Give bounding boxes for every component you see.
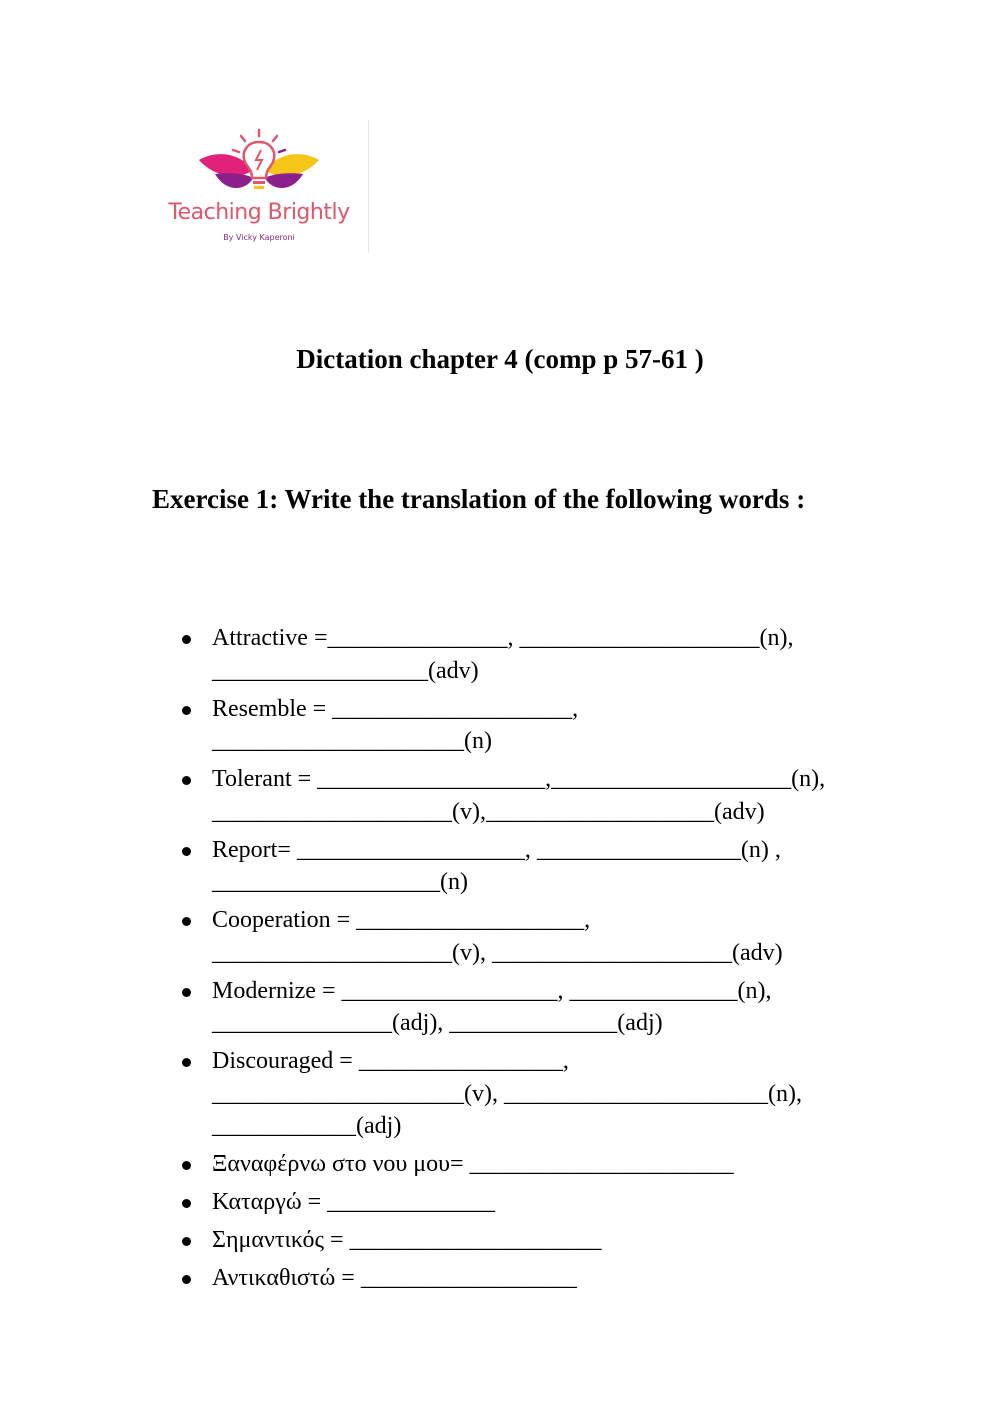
list-item <box>212 904 912 969</box>
item-line[interactable]: Discouraged = _________________, <box>212 1048 569 1074</box>
bullet-icon <box>182 1237 191 1246</box>
logo-brand-text: Teaching Brightly <box>168 200 350 225</box>
item-line[interactable]: _____________________(v), ______________________(n), <box>212 1080 802 1107</box>
bullet-icon <box>182 847 191 856</box>
exercise-heading: Exercise 1: Write the translation of the following words : <box>152 484 806 514</box>
item-line[interactable]: ____________________(v), ____________________(adv) <box>212 939 783 966</box>
item-line[interactable]: Resemble = ____________________, <box>212 695 579 722</box>
item-line[interactable]: Cooperation = ___________________, <box>212 907 591 933</box>
list-item <box>212 763 912 828</box>
item-line[interactable]: _______________(adj), ______________(adj) <box>212 1010 663 1036</box>
item-line[interactable]: Σημαντικός = _____________________ <box>212 1227 602 1253</box>
list-item <box>212 975 912 1040</box>
bullet-icon <box>182 917 191 926</box>
list-item <box>212 1045 912 1143</box>
bullet-icon <box>182 706 191 715</box>
item-line[interactable]: Report= ___________________, _________________(n) , <box>212 836 781 863</box>
logo-byline: By Vicky Kaperoni <box>223 233 295 242</box>
bullet-icon <box>182 1199 191 1208</box>
list-item <box>212 693 912 758</box>
bullet-icon <box>182 1161 191 1170</box>
item-line[interactable]: ____________________(v),___________________(adv) <box>212 798 765 825</box>
bullet-icon <box>182 776 191 785</box>
item-line[interactable]: Attractive =_______________, ____________________(n), <box>212 625 794 651</box>
bullet-icon <box>182 1058 191 1067</box>
item-line[interactable]: Tolerant = ___________________,____________________(n), <box>212 766 826 792</box>
item-line[interactable]: ____________(adj) <box>212 1113 402 1139</box>
teaching-brightly-logo <box>150 120 369 253</box>
list-item <box>212 622 912 687</box>
list-item <box>212 834 912 899</box>
bullet-icon <box>182 635 191 644</box>
item-line[interactable]: ___________________(n) <box>212 869 468 895</box>
bullet-icon <box>182 988 191 997</box>
bullet-icon <box>182 1275 191 1284</box>
item-line[interactable]: _____________________(n) <box>212 728 492 754</box>
item-line[interactable]: Ξαναφέρνω στο νου μου= ______________________ <box>212 1151 734 1177</box>
list-item <box>212 1262 912 1295</box>
item-line[interactable]: Καταργώ = ______________ <box>212 1189 496 1215</box>
list-item <box>212 1186 912 1219</box>
item-line[interactable]: Modernize = __________________, ______________(n), <box>212 977 772 1004</box>
list-item <box>212 1148 912 1181</box>
item-line[interactable]: Αντικαθιστώ = __________________ <box>212 1265 577 1291</box>
list-item <box>212 1224 912 1257</box>
item-line[interactable]: __________________(adv) <box>212 657 479 684</box>
word-list <box>212 622 912 1300</box>
page-title: Dictation chapter 4 (comp p 57-61 ) <box>296 344 704 374</box>
lightbulb-butterfly-icon <box>195 128 323 200</box>
